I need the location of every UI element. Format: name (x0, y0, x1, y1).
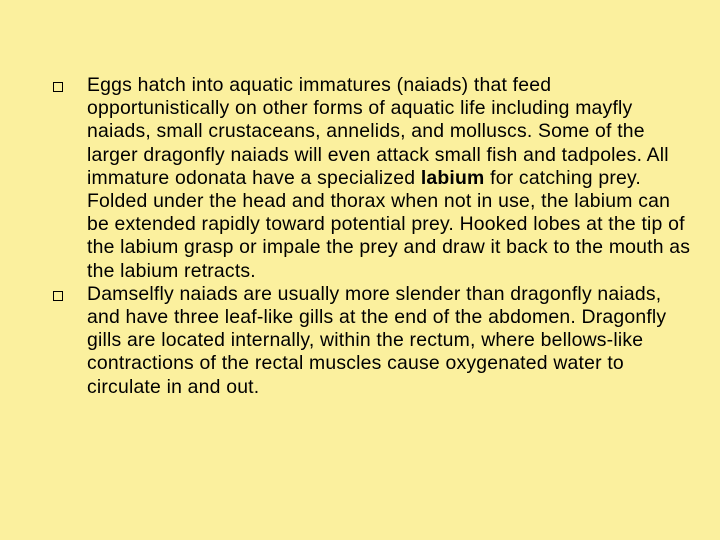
bullet-list (52, 74, 692, 399)
text-run: Damselfly naiads are usually more slender than dragonfly naiads, and have three leaf-like gills at the end of the abdomen. Dragonfly gills are located internally, within the rectum, where bellows-like contractions of the rectal muscles cause oxygenated water to circulate in and out. (87, 282, 667, 398)
hollow-square-bullet-icon (52, 74, 87, 97)
bullet-item-naiad-gills (52, 283, 692, 399)
bullet-text-naiad-feeding (87, 74, 692, 283)
hollow-square-bullet-icon (52, 283, 87, 306)
text-run: for catching prey. Folded under the head and thorax when not in use, the labium can be extended rapidly toward potential prey. Hooked lobes at the tip of the labium grasp or impale the prey and draw it back to the mouth as the labium retracts. (87, 166, 691, 282)
bold-term-labium: labium (420, 166, 485, 189)
bullet-text-naiad-gills (87, 283, 692, 399)
bullet-item-naiad-feeding (52, 74, 692, 283)
text-run: Eggs hatch into aquatic immatures (naiads) that feed opportunistically on other forms of aquatic life including mayfly naiads, small crustaceans, annelids, and molluscs. Some of the larger dragonfly naiads will even attack small fish and tadpoles. All immature odonata have a specialized (87, 74, 669, 189)
